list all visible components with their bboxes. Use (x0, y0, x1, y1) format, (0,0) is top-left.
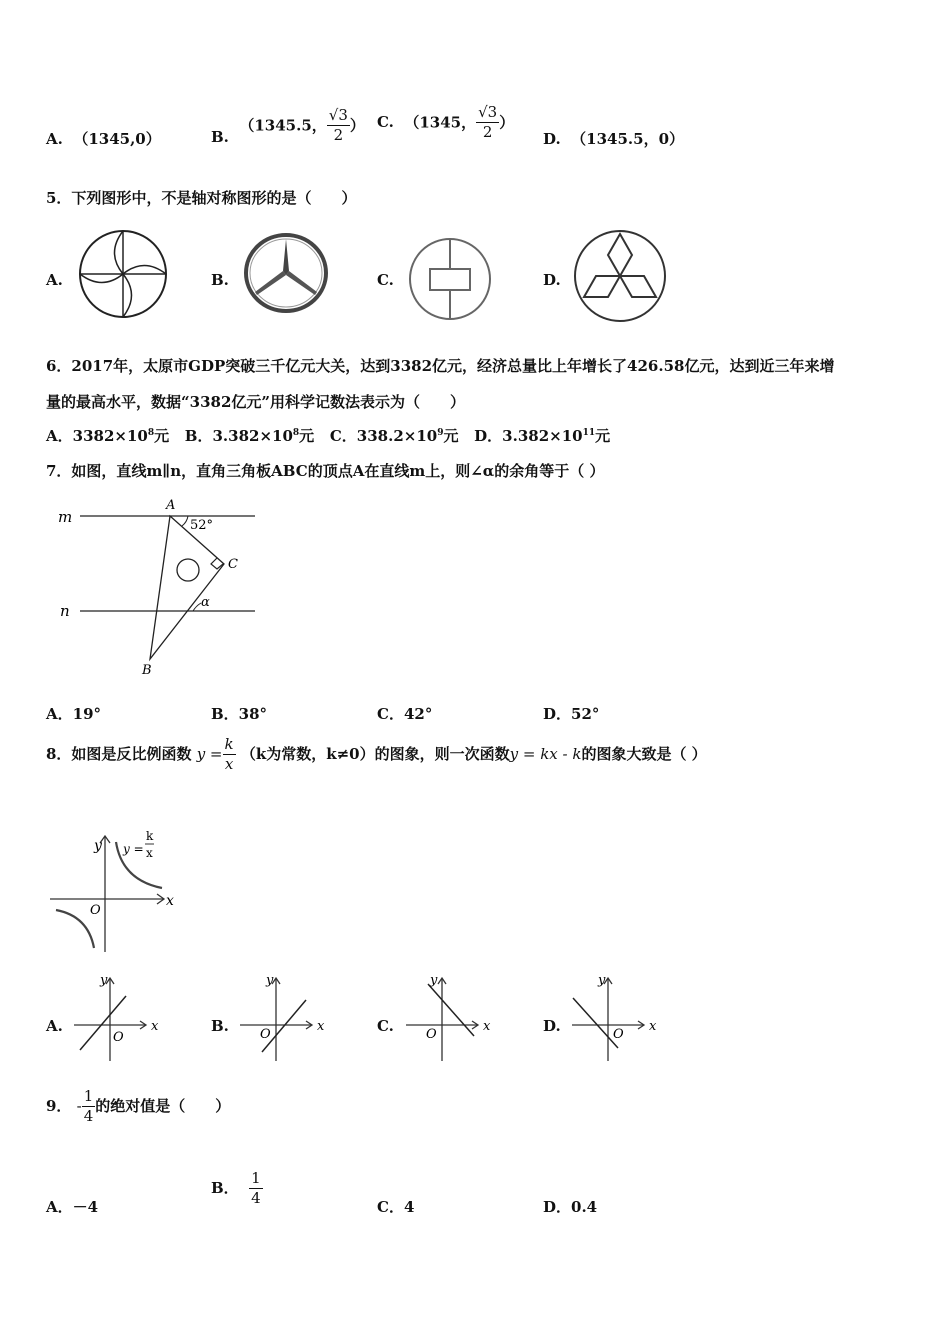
svg-text:x: x (649, 1019, 657, 1034)
label-c: C (228, 557, 238, 572)
q8-figure-b (236, 968, 336, 1064)
q8-fn-fraction: $\frac{k}{x}$ (224, 735, 234, 773)
q7-figure (50, 494, 265, 680)
q9-option-c: C．4 (377, 1198, 415, 1216)
svg-text:x: x (151, 1019, 159, 1034)
q7-option-a: A．19° (46, 705, 102, 723)
q6-option-c: C．$338.2\times 10^9$元 (329, 427, 459, 445)
q4-option-b: B. （1345.5， $\frac{√3}{2}$ ） (211, 106, 365, 146)
q6-options (46, 425, 610, 446)
q4-b-fraction: $\frac{√3}{2}$ (328, 106, 348, 144)
q8-figure-d (568, 968, 668, 1064)
label-b: B (142, 663, 152, 678)
svg-text:y: y (598, 973, 606, 988)
svg-text:y: y (430, 973, 438, 988)
q6-option-b: B．$3.382\times 10^8$元 (184, 427, 315, 445)
label-a: A (166, 498, 176, 513)
label-n: n (60, 602, 70, 620)
q8-label-d: D. (543, 1017, 561, 1035)
q7-stem: 7．如图，直线m∥n，直角三角板ABC的顶点A在直线m上，则∠α的余角等于（ ） (46, 462, 605, 480)
svg-text:O: O (90, 903, 101, 918)
svg-text:O: O (113, 1030, 124, 1045)
svg-text:x: x (166, 893, 174, 909)
q5-label-c: C. (377, 271, 394, 289)
q8-label-c: C. (377, 1017, 394, 1035)
triangle-abc (150, 516, 224, 659)
svg-text:y: y (94, 838, 102, 854)
q7-option-b: B．38° (211, 705, 268, 723)
q9-option-d: D．0.4 (543, 1198, 598, 1216)
svg-text:y: y (100, 973, 108, 988)
svg-text:O: O (426, 1027, 437, 1042)
svg-text:O: O (613, 1027, 624, 1042)
q5-label-a: A. (46, 271, 63, 289)
label-m: m (58, 508, 73, 526)
svg-text:y: y (266, 973, 274, 988)
q4-option-c: C. （1345， $\frac{√3}{2}$ ） (377, 103, 515, 141)
q8-label-a: A. (46, 1017, 63, 1035)
q9-option-b: B． $\frac{1}{4}$ (211, 1169, 261, 1207)
q7-option-d: D．52° (543, 705, 600, 723)
q4-option-d: D. （1345.5，0） (543, 130, 685, 148)
label-alpha: α (201, 595, 210, 610)
svg-text:k: k (146, 829, 154, 843)
q4-option-a: A. （1345,0） (46, 130, 161, 148)
q8-figure-a (70, 968, 170, 1064)
q6-option-a: A．$3382\times 10^8$元 (46, 427, 170, 445)
q7-option-c: C．42° (377, 705, 433, 723)
q8-figure-c (402, 968, 502, 1064)
q5-label-d: D. (543, 271, 561, 289)
q5-figure-a (76, 228, 170, 320)
q8-stem: 8．如图是反比例函数 y = $\frac{k}{x}$ （k为常数，k≠0）的图象，则一次函数y = kx - k的图象大致是（ ） (46, 735, 707, 773)
q9-b-fraction: $\frac{1}{4}$ (251, 1169, 261, 1207)
label-angle-52: 52° (190, 518, 214, 533)
q5-figure-d (570, 228, 670, 324)
q5-stem: 5．下列图形中，不是轴对称图形的是（ ） (46, 189, 357, 207)
svg-text:O: O (260, 1027, 271, 1042)
svg-text:x: x (146, 846, 153, 860)
svg-text:x: x (483, 1019, 491, 1034)
q9-option-a: A．－4 (46, 1198, 99, 1216)
q9-stem: 9． - $\frac{1}{4}$ 的绝对值是（ ） (46, 1087, 231, 1125)
svg-text:x: x (317, 1019, 325, 1034)
svg-text:y =: y = (123, 842, 144, 856)
q5-figure-b (243, 232, 329, 314)
q5-figure-c (405, 236, 495, 322)
q8-label-b: B. (211, 1017, 229, 1035)
q6-stem-line2: 量的最高水平，数据“3382亿元”用科学记数法表示为（ ） (46, 393, 466, 411)
q8-hyperbola-figure (46, 828, 181, 956)
q6-stem-line1: 6．2017年，太原市GDP突破三千亿元大关，达到3382亿元，经济总量比上年增长了426.58亿元，达到近三年来增 (46, 357, 835, 375)
q6-option-d: D．$3.382\times 10^{11}$元 (474, 427, 611, 445)
q4-c-fraction: $\frac{√3}{2}$ (478, 103, 498, 141)
q5-label-b: B. (211, 271, 229, 289)
q9-fraction: $\frac{1}{4}$ (83, 1087, 94, 1125)
